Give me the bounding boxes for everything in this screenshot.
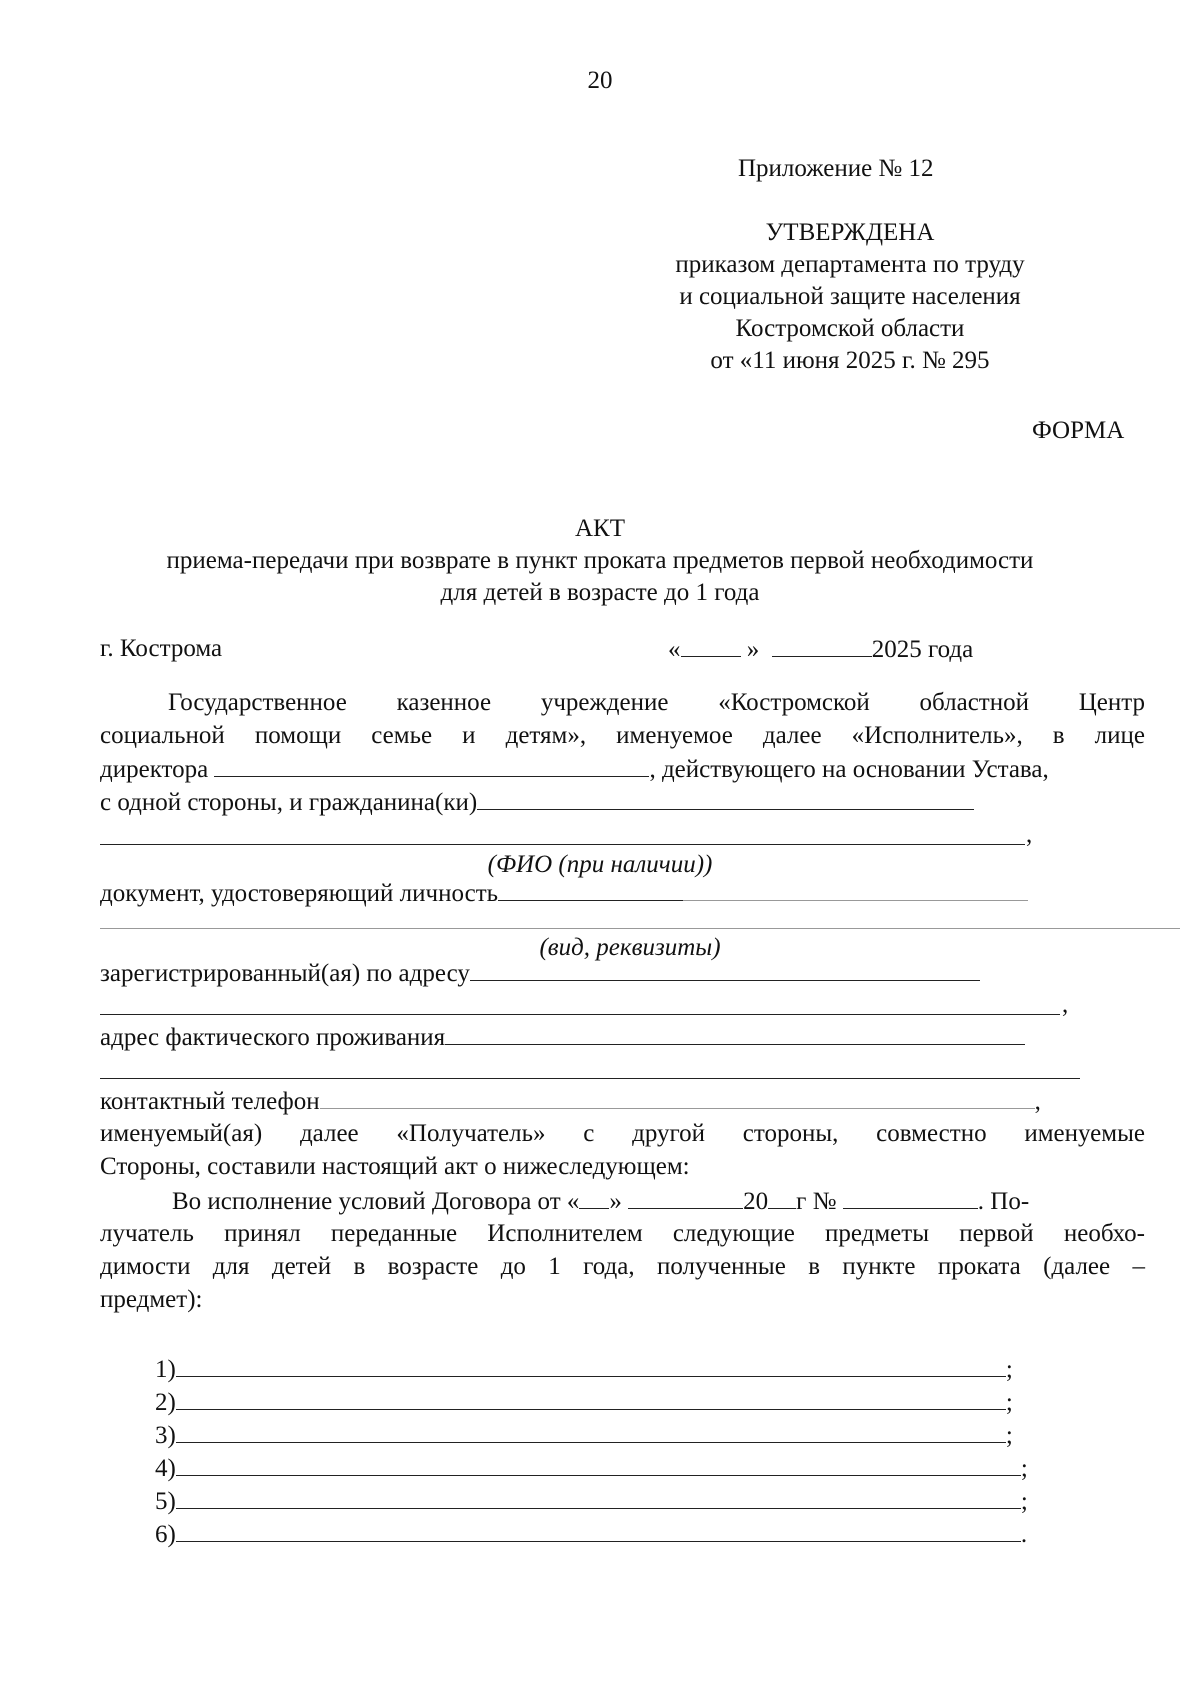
place: г. Кострома (100, 635, 223, 662)
item-end: ; (1020, 1455, 1028, 1482)
contract-number-blank (843, 1186, 978, 1209)
list-item (155, 1387, 1013, 1418)
phone-comma: , (1034, 1088, 1041, 1115)
page-number: 20 (587, 67, 613, 94)
item-blank (176, 1387, 1006, 1410)
approval-block (560, 217, 1140, 377)
phone-blank (320, 1086, 1035, 1109)
id-doc-caption: (вид, реквизиты) (539, 934, 721, 961)
id-doc-second-line (100, 928, 1180, 929)
phone-label: контактный телефон (100, 1088, 320, 1115)
item-end: ; (1005, 1389, 1013, 1416)
actual-address-second-line (100, 1078, 1080, 1079)
contract-month-blank (628, 1186, 743, 1209)
item-blank (176, 1354, 1006, 1377)
item-blank (176, 1486, 1021, 1509)
citizen-name-blank (477, 787, 974, 810)
citizen-label: с одной стороны, и гражданина(ки) (100, 789, 478, 816)
id-doc-blank-extension (683, 878, 1028, 901)
director-name-blank (214, 754, 649, 777)
item-label: 6) (155, 1521, 176, 1548)
p3-line-1-end: . По- (977, 1188, 1030, 1215)
approval-line-4: от «11 июня 2025 г. № 295 (710, 347, 990, 374)
actual-address-blank (445, 1022, 1025, 1045)
item-end: ; (1005, 1356, 1013, 1383)
list-item (155, 1453, 1028, 1484)
director-basis: , действующего на основании Устава, (649, 756, 1049, 783)
item-label: 3) (155, 1422, 176, 1449)
phone-line (100, 1086, 1041, 1117)
p3-line-2: лучатель принял переданные Исполнителем следующие предметы первой необхо- (100, 1220, 1145, 1247)
contract-from-label: Во исполнение условий Договора от « (172, 1188, 580, 1215)
list-item (155, 1519, 1027, 1550)
month-blank (772, 634, 872, 657)
list-item (155, 1420, 1013, 1451)
item-label: 2) (155, 1389, 176, 1416)
actual-address-line (100, 1022, 1025, 1053)
form-label: ФОРМА (1032, 417, 1125, 444)
contract-number-label: г № (796, 1188, 837, 1215)
contract-century: 20 (743, 1188, 769, 1215)
id-doc-blank (498, 878, 683, 901)
director-label: директора (100, 756, 209, 783)
item-label: 4) (155, 1455, 176, 1482)
list-item (155, 1486, 1028, 1517)
fio-caption: (ФИО (при наличии)) (487, 851, 713, 878)
id-doc-label: документ, удостоверяющий личность (100, 880, 499, 907)
approved-label: УТВЕРЖДЕНА (765, 219, 935, 246)
contract-close-quote: » (609, 1188, 622, 1215)
item-end: ; (1020, 1488, 1028, 1515)
act-title: АКТ (575, 515, 625, 542)
contract-day-blank (579, 1186, 609, 1209)
list-item (155, 1354, 1013, 1385)
item-end: . (1020, 1521, 1028, 1548)
date-year: 2025 года (871, 636, 974, 663)
approval-line-1: приказом департамента по труду (675, 251, 1025, 278)
p3-line-1 (172, 1186, 1145, 1217)
p2-line-1: именуемый(ая) далее «Получатель» с другой стороны, совместно именуемые (100, 1120, 1145, 1147)
fio-comma: , (1026, 821, 1033, 848)
fio-blank-line (100, 844, 1025, 845)
item-blank (176, 1453, 1021, 1476)
reg-address-blank (470, 958, 980, 981)
date-close-quote: » (746, 636, 760, 663)
reg-address-label: зарегистрированный(ая) по адресу (100, 960, 470, 987)
reg-address-line (100, 958, 980, 989)
item-blank (176, 1519, 1021, 1542)
contract-year-blank (768, 1186, 796, 1209)
id-doc-line (100, 878, 1028, 909)
p3-line-4: предмет): (100, 1286, 203, 1313)
item-blank (176, 1420, 1006, 1443)
day-blank (681, 634, 741, 657)
p2-line-2: Стороны, составили настоящий акт о нижеследующем: (100, 1153, 690, 1180)
p1-line-1: Государственное казенное учреждение «Костромской областной Центр (168, 689, 1145, 716)
p1-line-4 (100, 787, 974, 818)
date-line (668, 634, 973, 665)
appendix-label: Приложение № 12 (738, 155, 934, 182)
date-open-quote: « (668, 636, 681, 663)
item-label: 1) (155, 1356, 176, 1383)
p3-line-3: димости для детей в возрасте до 1 года, полученные в пункте проката (далее – (100, 1253, 1145, 1280)
item-end: ; (1005, 1422, 1013, 1449)
act-subtitle-2: для детей в возрасте до 1 года (440, 579, 760, 606)
act-subtitle-1: приема-передачи при возврате в пункт проката предметов первой необходимости (166, 547, 1034, 574)
actual-address-label: адрес фактического проживания (100, 1024, 446, 1051)
item-label: 5) (155, 1488, 176, 1515)
reg-address-second-line (100, 1014, 1060, 1015)
p1-line-2: социальной помощи семье и детям», именуемое далее «Исполнитель», в лице (100, 722, 1145, 749)
reg-address-comma: , (1062, 991, 1069, 1018)
p1-line-3 (100, 754, 1049, 785)
approval-line-3: Костромской области (735, 315, 965, 342)
approval-line-2: и социальной защите населения (679, 283, 1021, 310)
